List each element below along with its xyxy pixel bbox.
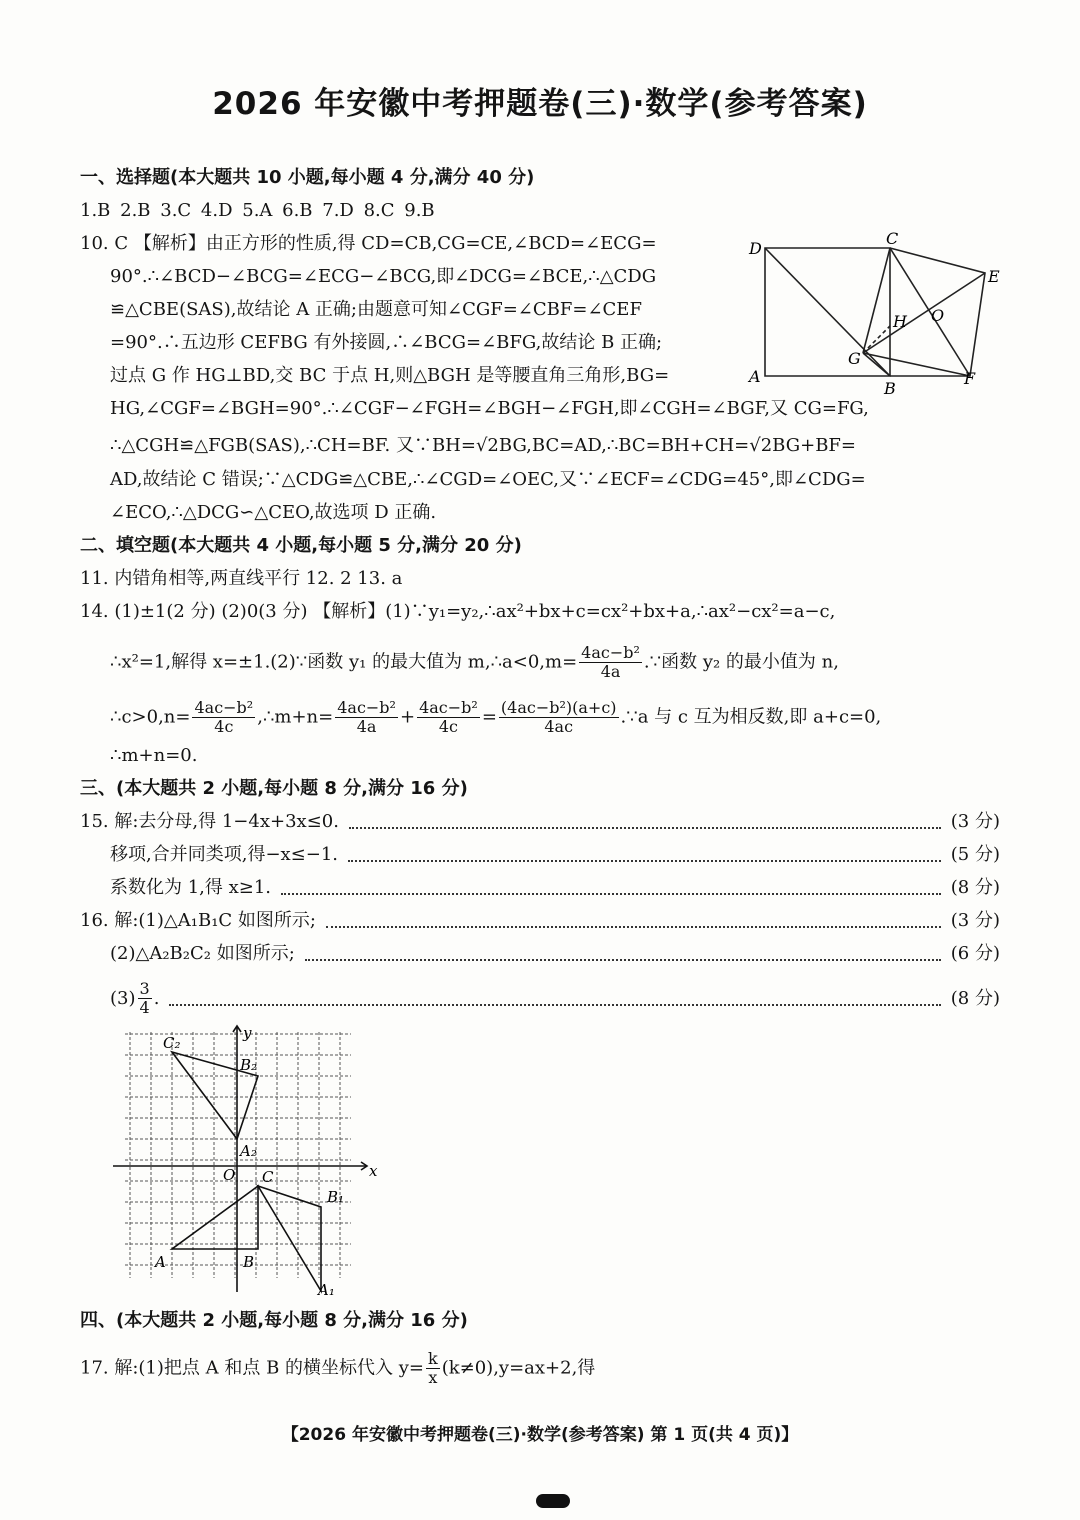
fraction-sum-2: $\frac{\text{4ac−b²}}{4c}$ [419,698,478,736]
q16-step: (2)△A₂B₂C₂ 如图所示; (6 分) [110,943,1000,964]
score: (6 分) [950,943,1000,964]
axis-label-y: y [243,1024,252,1042]
page-title: 2026 年安徽中考押题卷(三)·数学(参考答案) [212,86,868,122]
label-c: C [886,229,899,248]
label-o: O [931,306,945,325]
score: (3 分) [950,910,1000,931]
fraction-three-quarters: $\frac{3}{4}$ [139,979,150,1017]
label-d: D [749,239,762,258]
label-b1: B₁ [327,1188,345,1206]
q15-step: 系数化为 1,得 x≥1. (8 分) [110,877,1000,898]
fraction-sum-1: $\frac{\text{4ac−b²}}{4a}$ [337,698,396,736]
label-a1: A₁ [318,1281,335,1299]
score: (3 分) [950,811,1000,832]
q15-step: 移项,合并同类项,得−x≤−1. (5 分) [110,844,1000,865]
q16-step: 16. 解:(1)△A₁B₁C 如图所示; (3 分) [80,910,1000,931]
q14-line: ∴m+n=0. [110,745,198,766]
coordinate-grid-figure [105,1022,385,1300]
label-e: E [988,267,1000,286]
q16-step: (3) $\frac{3}{4}$ . (8 分) [110,979,1000,1017]
label-b: B [884,379,896,398]
fraction-m: $\frac{\text{4ac−b²}}{4a}$ [581,643,640,681]
section-2-heading: 二、填空题(本大题共 4 小题,每小题 5 分,满分 20 分) [80,535,522,556]
q10-line: AD,故结论 C 错误;∵△CDG≌△CBE,∴∠CGD=∠OEC,又∵∠ECF=∠CDG=45°,即∠CDG= [110,469,866,490]
label-c: C [262,1168,274,1186]
q14-line: 14. (1)±1(2 分) (2)0(3 分) 【解析】(1)∵y₁=y₂,∴ax²+bx+c=cx²+bx+a,∴ax²−cx²=a−c, [80,601,836,622]
label-b: B [243,1253,255,1271]
origin-label: O [223,1166,236,1184]
page-footer: 【2026 年安徽中考押题卷(三)·数学(参考答案) 第 1 页(共 4 页)】 [281,1425,799,1445]
fraction-n: $\frac{\text{4ac−b²}}{4c}$ [194,698,254,736]
score: (8 分) [950,987,1000,1009]
label-f: F [964,369,976,388]
label-a: A [749,367,761,386]
section-4-heading: 四、(本大题共 2 小题,每小题 8 分,满分 16 分) [80,1310,468,1331]
q14-line: ∴c>0,n= $\frac{\text{4ac−b²}}{4c}$ ,∴m+n= $\frac{\text{4ac−b²}}{4a}$ + $\frac{\text{4ac−b²}}{4c}$ = $\frac{\text{(4ac−b²)(a+c)}}{4ac}$ .∵a 与 c 互为相反数,即 a+c=0, [110,698,882,736]
fraction-k-over-x: $\frac{k}{x}$ [428,1349,438,1387]
q15-step: 15. 解:去分母,得 1−4x+3x≤0. (3 分) [80,811,1000,832]
label-a2: A₂ [240,1142,257,1160]
fraction-sum-3: $\frac{\text{(4ac−b²)(a+c)}}{4ac}$ [500,698,617,736]
q10-line: 10. C 【解析】由正方形的性质,得 CD=CB,CG=CE,∠BCD=∠ECG= [80,233,657,254]
square-geometry-figure [745,228,1010,398]
home-indicator [536,1494,570,1508]
score: (5 分) [950,844,1000,865]
q10-line: ∴△CGH≌△FGB(SAS),∴CH=BF. 又∵BH=√2BG,BC=AD,∴BC=BH+CH=√2BG+BF= [110,435,856,456]
q10-line: 过点 G 作 HG⊥BD,交 BC 于点 H,则△BGH 是等腰直角三角形,BG= [110,365,670,386]
q11-13-answers: 11. 内错角相等,两直线平行 12. 2 13. a [80,568,403,589]
label-b2: B₂ [240,1056,258,1074]
section-1-heading: 一、选择题(本大题共 10 小题,每小题 4 分,满分 40 分) [80,167,535,188]
q10-line: ∠ECO,∴△DCG∽△CEO,故选项 D 正确. [110,502,437,523]
q10-line: ≌△CBE(SAS),故结论 A 正确;由题意可知∠CGF=∠CBF=∠CEF [110,299,642,320]
label-a: A [155,1253,166,1271]
q10-line: HG,∠CGF=∠BGH=90°.∴∠CGF−∠FGH=∠BGH−∠FGH,即∠CGH=∠BGF,又 CG=FG, [110,398,869,419]
axis-label-x: x [369,1162,378,1180]
label-h: H [893,312,907,331]
label-g: G [848,349,861,368]
score: (8 分) [950,877,1000,898]
q10-line: 90°.∴∠BCD−∠BCG=∠ECG−∠BCG,即∠DCG=∠BCE,∴△CDG [110,266,657,287]
q17-line: 17. 解:(1)把点 A 和点 B 的横坐标代入 y= $\frac{k}{x}$ (k≠0),y=ax+2,得 [80,1349,596,1387]
section-3-heading: 三、(本大题共 2 小题,每小题 8 分,满分 16 分) [80,778,468,799]
multiple-choice-answers: 1.B 2.B 3.C 4.D 5.A 6.B 7.D 8.C 9.B [80,200,435,221]
q10-line: =90°.∴五边形 CEFBG 有外接圆,∴∠BCG=∠BFG,故结论 B 正确; [110,332,663,353]
label-c2: C₂ [163,1034,181,1052]
q14-line: ∴x²=1,解得 x=±1.(2)∵函数 y₁ 的最大值为 m,∴a<0,m= $\frac{\text{4ac−b²}}{4a}$ .∵函数 y₂ 的最小值为 n, [110,643,839,681]
